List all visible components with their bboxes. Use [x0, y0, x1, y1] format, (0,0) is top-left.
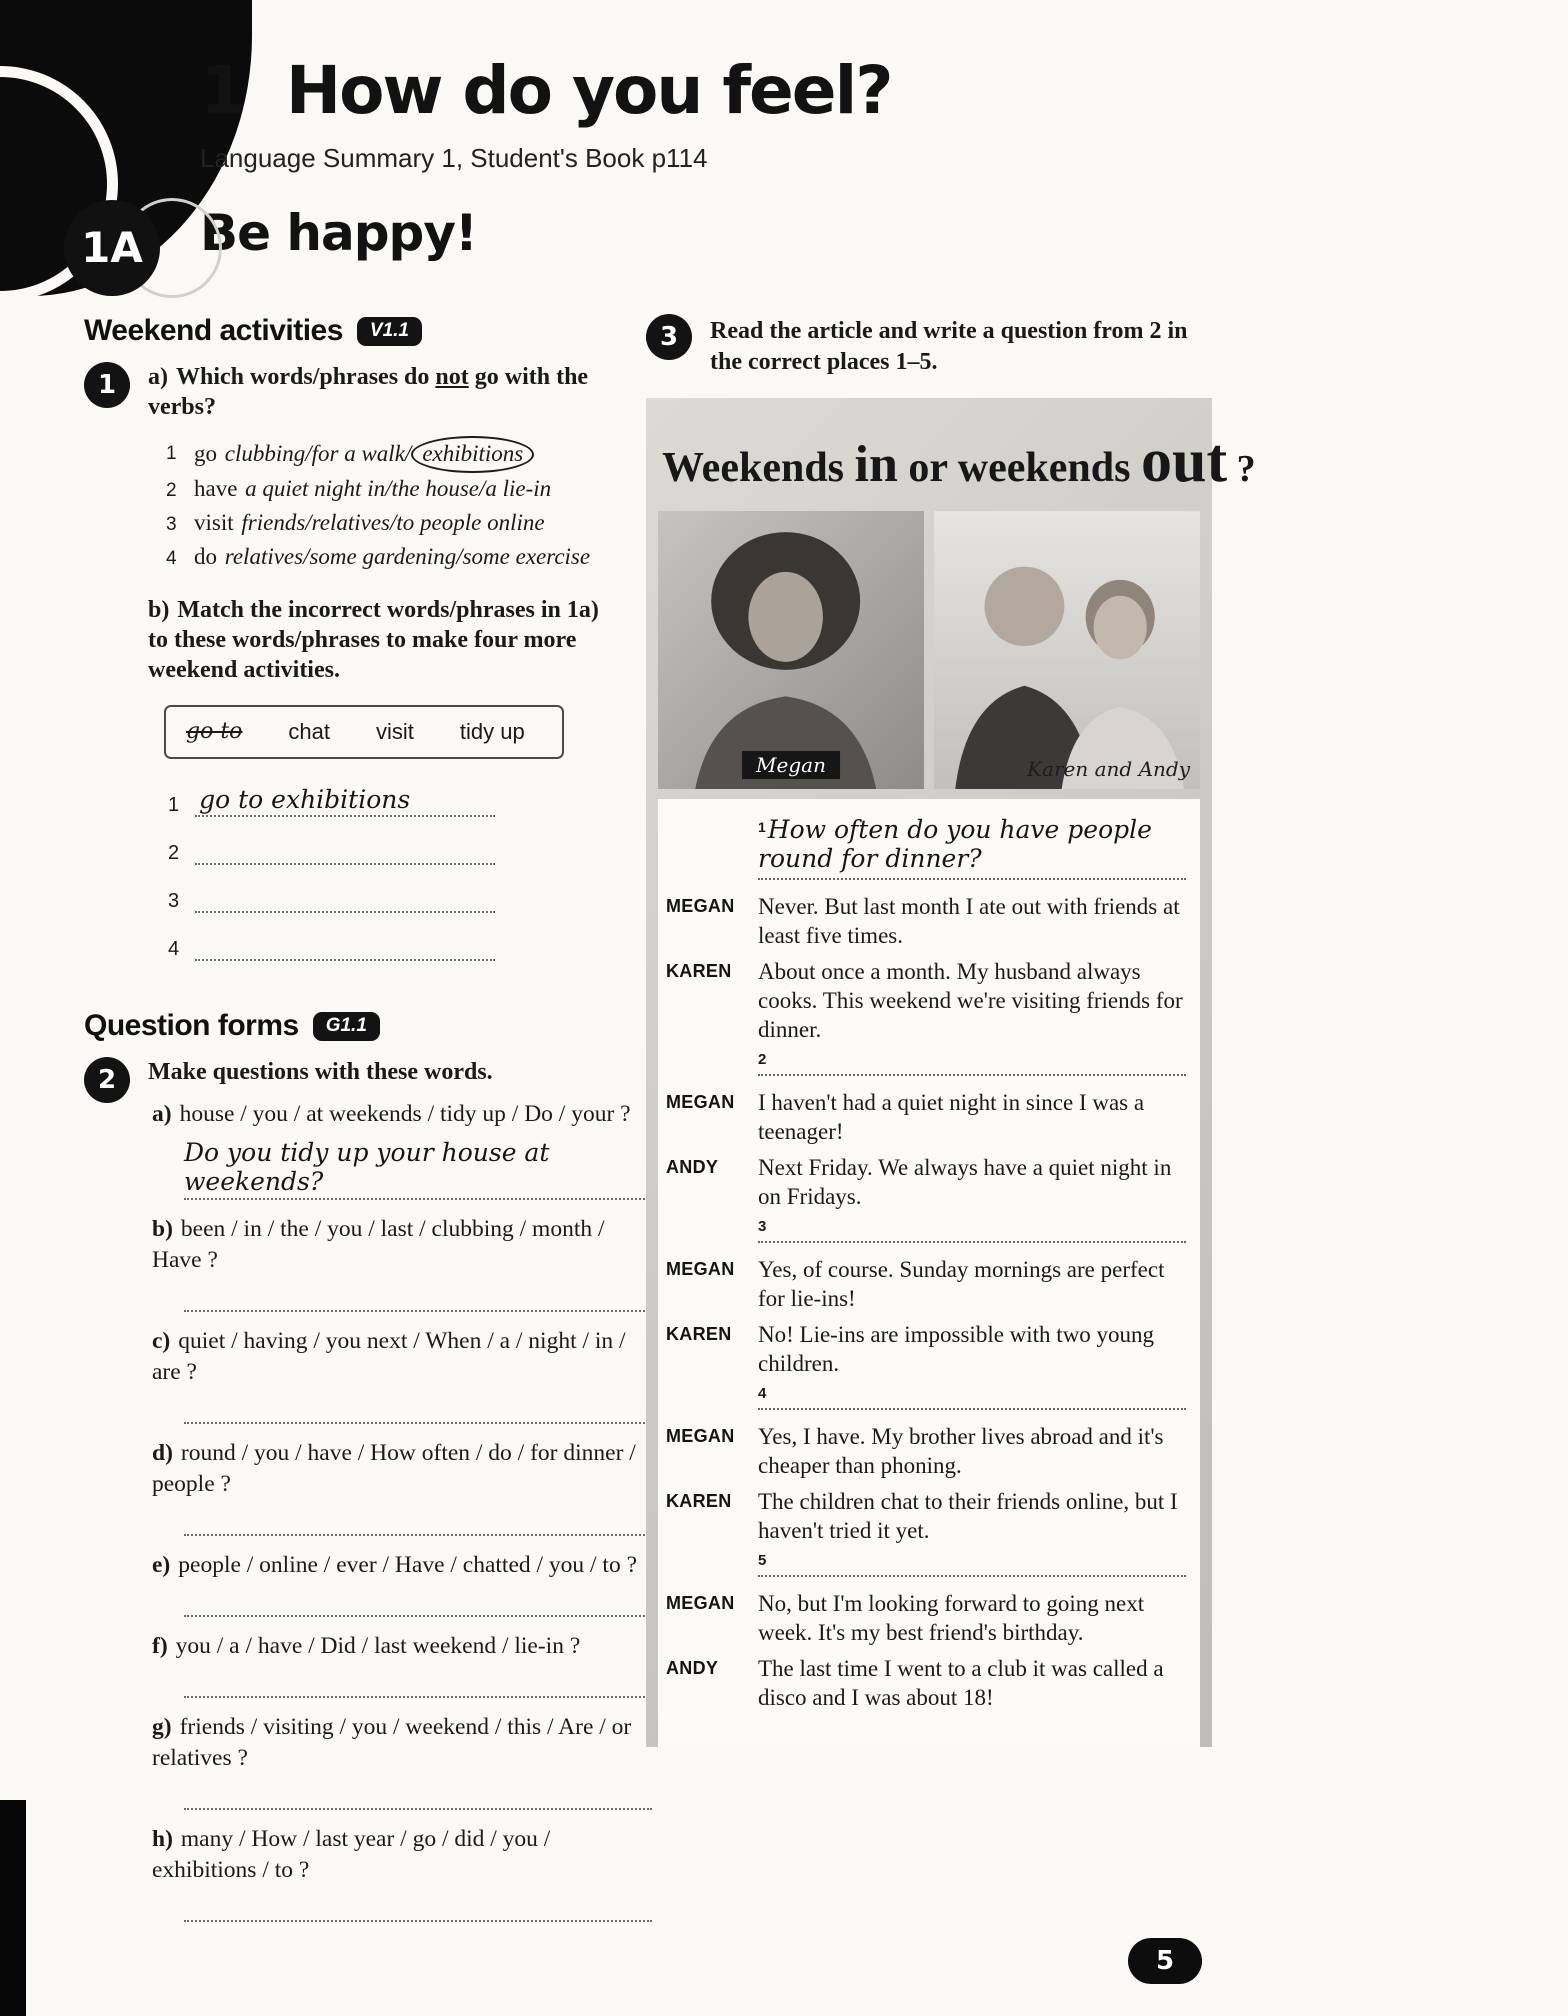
question-answer-blank [184, 1782, 652, 1810]
question-item: c) quiet / having / you next / When / a / night / in / are ? [152, 1326, 652, 1424]
grammar-reference-badge: G1.1 [313, 1012, 380, 1041]
page-header [0, 0, 1568, 308]
dialogue-line: KAREN The children chat to their friends online, but I haven't tried it yet. [666, 1489, 1178, 1543]
left-column [84, 314, 638, 1936]
dialogue-gap-2 [758, 1051, 1186, 1076]
verb-phrase-list [166, 436, 620, 575]
photo-caption-karen-andy: Karen and Andy [1027, 757, 1190, 781]
exercise-1 [84, 362, 620, 983]
photo-karen-and-andy [934, 511, 1200, 789]
verb-phrase-text: do relatives/some gardening/some exercise [194, 544, 591, 569]
megan-silhouette [658, 511, 924, 789]
word-box-item: chat [288, 719, 331, 744]
question-answer-blank [184, 1589, 652, 1617]
unit-title [200, 52, 1568, 129]
right-column [646, 314, 1256, 1936]
dialogue-line: MEGAN No, but I'm looking forward to going next week. It's my best friend's birthday. [666, 1591, 1145, 1645]
article-panel [646, 398, 1256, 1747]
reference-2: 2 [1149, 318, 1162, 344]
question-item: e) people / online / ever / Have / chatted / you / to ? [152, 1550, 652, 1617]
dialogue-line: ANDY Next Friday. We always have a quiet night in on Fridays. [666, 1155, 1172, 1209]
question-answer-blank [184, 1894, 652, 1922]
karen-andy-silhouette [934, 511, 1200, 789]
gap-dotted-line [758, 1402, 1186, 1410]
dialogue-gap-5 [758, 1552, 1186, 1577]
exercise-1-number-badge: 1 [84, 362, 130, 408]
dialogue-line: MEGAN Never. But last month I ate out with friends at least five times. [666, 894, 1180, 948]
gap-number: 1 [758, 818, 766, 835]
word-box-item: tidy up [459, 719, 525, 744]
exercise-1b-answers [168, 785, 620, 961]
question-item: f) you / a / have / Did / last weekend / lie-in ? [152, 1631, 652, 1698]
question-item: b) been / in / the / you / last / clubbing / month / Have ? [152, 1214, 652, 1312]
unit-title-text: How do you feel? [285, 52, 892, 129]
section-title: Be happy! [200, 204, 477, 262]
dialogue-gap-4 [758, 1385, 1186, 1410]
vocab-reference-badge: V1.1 [357, 317, 422, 346]
exercise-2-instruction: Make questions with these words. [148, 1059, 493, 1085]
dialogue-line: KAREN No! Lie-ins are impossible with two young children. [666, 1322, 1155, 1376]
gap-dotted-line [758, 1235, 1186, 1243]
emphasized-not: not [435, 364, 469, 390]
part-a-label: a) [148, 364, 168, 390]
gap-number: 2 [758, 1051, 767, 1068]
answer-blank [195, 839, 495, 865]
exercise-3-instruction: Read the article and write a question from 2 in the correct places 1–5. [710, 318, 1188, 375]
question-answer-blank [184, 1284, 652, 1312]
verb-phrase-text: visit friends/relatives/to people online [194, 510, 545, 535]
dialogue-line: ANDY The last time I went to a club it was called a disco and I was about 18! [666, 1656, 1164, 1710]
gap-handwritten-answer: How often do you have people round for dinner? [758, 815, 1152, 873]
verb-phrase-text: have a quiet night in/the house/a lie-in [194, 476, 552, 501]
photo-megan [658, 511, 924, 789]
page-number-badge: 5 [1128, 1938, 1202, 1984]
gap-dotted-line [758, 1068, 1186, 1076]
answer-blank [195, 935, 495, 961]
circled-answer: exhibitions [411, 436, 534, 473]
question-item: h) many / How / last year / go / did / you / exhibitions / to ? [152, 1824, 652, 1922]
dialogue-line: MEGAN I haven't had a quiet night in since I was a teenager! [666, 1090, 1145, 1144]
weekend-activities-heading: Weekend activities [84, 314, 343, 347]
word-box [164, 705, 564, 759]
article-dialogue [658, 799, 1200, 1747]
question-item: a) house / you / at weekends / tidy up / Do / your ? Do you tidy up your house at weekends? [152, 1099, 652, 1200]
photo-caption-megan: Megan [742, 751, 840, 779]
gap-number: 4 [758, 1385, 767, 1402]
exercise-2-number-badge: 2 [84, 1057, 130, 1103]
gap-number: 3 [758, 1218, 767, 1235]
verb-phrase-item: 1 go clubbing/for a walk/ exhibitions [166, 436, 620, 473]
exercise-2-body [148, 1057, 652, 1936]
verb-phrase-item: 4 do relatives/some gardening/some exercise [166, 541, 620, 575]
exercise-2 [84, 1057, 638, 1936]
exercise-3 [646, 314, 1212, 378]
answer-row: 4 [168, 935, 620, 961]
question-forms-section [84, 1009, 638, 1936]
section-badge: 1A [64, 200, 160, 296]
word-box-item: visit [376, 719, 414, 744]
question-forms-heading-row [84, 1009, 620, 1043]
gap-number: 5 [758, 1552, 767, 1569]
unit-number: 1 [200, 52, 244, 129]
answer-blank: go to exhibitions [195, 785, 495, 817]
gap-dotted-line [758, 1569, 1186, 1577]
verb-phrase-item: 3 visit friends/relatives/to people online [166, 507, 620, 541]
dialogue-line: KAREN About once a month. My husband always cooks. This weekend we're visiting friends for dinner. [666, 959, 1183, 1042]
exercise-3-number-badge: 3 [646, 314, 692, 360]
word-box-item-struck: go to [186, 719, 243, 744]
section-header [81, 204, 1568, 308]
question-answer-blank [184, 1508, 652, 1536]
exercise-1a-instruction: a) Which words/phrases do not go with the verbs? [148, 364, 589, 420]
page-edge-mark [0, 1800, 26, 2016]
answer-blank [195, 887, 495, 913]
question-item: d) round / you / have / How often / do / for dinner / people ? [152, 1438, 652, 1536]
part-b-label: b) [148, 597, 170, 623]
question-answer-blank [184, 1396, 652, 1424]
reference-1a: 1a) [566, 597, 599, 623]
article-title: Weekends in or weekends out ? [662, 427, 1256, 495]
verb-phrase-item: 2 have a quiet night in/the house/a lie-in [166, 473, 620, 507]
article-photos [658, 511, 1200, 789]
dialogue-gap-3 [758, 1218, 1186, 1243]
answer-row: 2 [168, 839, 620, 865]
language-summary-reference: Language Summary 1, Student's Book p114 [200, 143, 708, 173]
question-item: g) friends / visiting / you / weekend / this / Are / or relatives ? [152, 1712, 652, 1810]
question-answer-blank [184, 1670, 652, 1698]
question-items [152, 1099, 652, 1922]
dialogue-line: MEGAN Yes, of course. Sunday mornings are perfect for lie-ins! [666, 1257, 1165, 1311]
exercise-1-body [148, 362, 620, 983]
answer-row: 1 go to exhibitions [168, 785, 620, 817]
exercise-1b-instruction: b) Match the incorrect words/phrases in 1a) to these words/phrases to make four more weekend activities. [148, 597, 599, 683]
question-answer-blank: Do you tidy up your house at weekends? [184, 1138, 652, 1200]
verb-phrase-text: go clubbing/for a walk/ exhibitions [194, 436, 534, 473]
content-columns [0, 314, 1568, 1936]
answer-row: 3 [168, 887, 620, 913]
dialogue-gap-1 [758, 815, 1186, 880]
question-forms-heading: Question forms [84, 1009, 299, 1042]
dialogue-line: MEGAN Yes, I have. My brother lives abroad and it's cheaper than phoning. [666, 1424, 1164, 1478]
weekend-activities-heading-row [84, 314, 620, 348]
